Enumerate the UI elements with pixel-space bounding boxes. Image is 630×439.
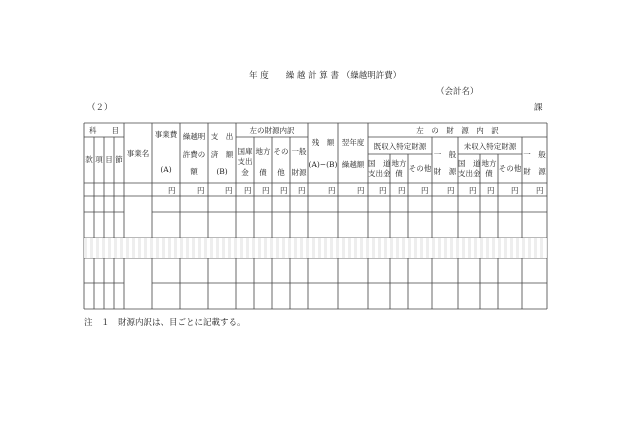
yen-unit-ippan: 円: [298, 186, 306, 195]
yen-unit-r8: 円: [536, 186, 544, 195]
document-title: 年 度 繰 越 計 算 書 （繰越明許費）: [249, 71, 402, 81]
header-yokunendo-2: 繰越額: [341, 160, 365, 169]
header-ippan-right-1-a: 一 般: [433, 150, 457, 159]
header-jigyohi-a: (A): [160, 165, 172, 174]
header-zangaku-2: (A)−(B): [308, 160, 338, 169]
header-yokunendo-1: 翌年度: [341, 138, 365, 147]
header-kamoku: 科 目: [89, 126, 119, 135]
header-right-breakdown: 左 の 財 源 内 訳: [416, 126, 499, 135]
header-ippan-right-2-a: 財 源: [433, 167, 457, 176]
yen-unit-r3: 円: [421, 186, 429, 195]
header-jigyomei: 事業名: [126, 149, 150, 158]
header-shishutsu-1: 支 出: [210, 132, 234, 141]
yen-unit-kurikoshi: 円: [197, 186, 205, 195]
section-number: （２）: [87, 103, 113, 113]
header-kokko-1: 国庫: [237, 147, 253, 156]
header-kou: 項: [95, 155, 103, 164]
header-kan: 款: [85, 155, 93, 164]
header-ippan-right-1-b: 一 般: [523, 150, 546, 159]
yen-unit-jigyohi: 円: [168, 186, 176, 195]
yen-unit-sonota: 円: [280, 186, 288, 195]
yen-unit-r2: 円: [398, 186, 406, 195]
header-ippan-right-2-b: 財 源: [523, 167, 546, 176]
header-kokudou-right-2: 支出金: [458, 169, 481, 178]
yen-unit-r4: 円: [447, 186, 455, 195]
header-chihosai-left-1: 地方: [391, 159, 407, 168]
header-kokko-3: 金: [241, 168, 249, 177]
header-mishuu: 未収入特定財源: [463, 142, 517, 151]
header-zangaku-1: 残 額: [311, 138, 335, 147]
header-shishutsu-2: 済 額: [210, 150, 234, 159]
header-sonota-2: 他: [277, 168, 285, 177]
header-sonota-1: その: [273, 147, 289, 156]
header-kokudou-right-1: 国 道: [458, 159, 481, 168]
yen-unit-yokunendo: 円: [357, 186, 365, 195]
yen-unit-shishutsu: 円: [225, 186, 233, 195]
header-kokudou-left-2: 支出金: [368, 169, 391, 178]
header-kishuu: 既収入特定財源: [373, 142, 427, 151]
header-sonotahoka-right: その他: [498, 164, 522, 173]
yen-unit-kokko: 円: [244, 186, 252, 195]
yen-unit-zangaku: 円: [328, 186, 336, 195]
header-chihosai-left-2: 債: [395, 169, 403, 178]
account-name: （会計名）: [436, 87, 479, 97]
header-chiho-2: 債: [259, 168, 267, 177]
yen-unit-chiho: 円: [262, 186, 270, 195]
yen-unit-r7: 円: [511, 186, 519, 195]
header-kurikoshi-2: 許費の: [182, 150, 206, 159]
header-moku: 目: [105, 155, 113, 164]
header-jigyohi: 事業費: [154, 130, 178, 139]
header-kokudou-left-1: 国 道: [368, 159, 391, 168]
torn-section: [84, 238, 547, 258]
header-kokko-2: 支出: [237, 157, 253, 166]
header-sonotahoka-left: その他: [408, 164, 432, 173]
header-chihosai-right-1: 地方: [481, 159, 497, 168]
header-ippan-1: 一般: [291, 147, 307, 156]
yen-unit-r5: 円: [469, 186, 477, 195]
yen-unit-r6: 円: [487, 186, 495, 195]
header-chiho-1: 地方: [255, 147, 271, 156]
header-kurikoshi-1: 繰越明: [182, 132, 206, 141]
yen-unit-r1: 円: [379, 186, 387, 195]
department-label: 課: [534, 103, 543, 113]
header-ippan-2: 財源: [291, 168, 307, 177]
header-setsu: 節: [115, 155, 123, 164]
footnote: 注 １ 財源内訳は、目ごとに記載する。: [84, 318, 246, 328]
header-kurikoshi-3: 額: [190, 167, 198, 176]
header-shishutsu-3: (B): [216, 167, 228, 176]
header-left-breakdown: 左の財源内訳: [249, 126, 295, 135]
header-chihosai-right-2: 債: [485, 169, 493, 178]
